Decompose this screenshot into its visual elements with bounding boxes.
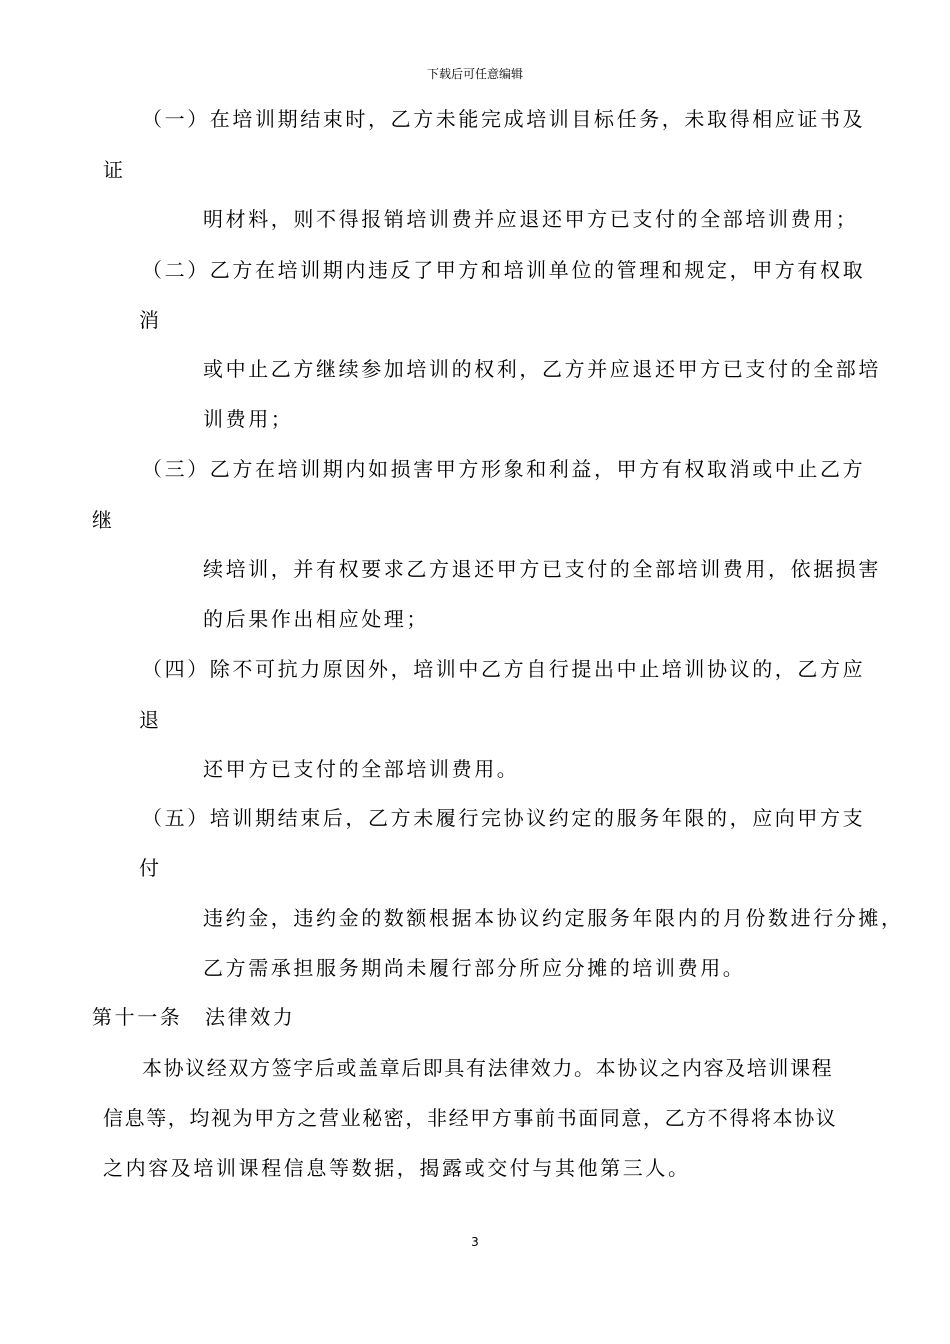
clause-5-line-2: 付 xyxy=(139,856,162,880)
clause-2-line-3: 或中止乙方继续参加培训的权利，乙方并应退还甲方已支付的全部培 xyxy=(203,357,881,381)
clause-3-line-1: （三）乙方在培训期内如损害甲方形象和利益，甲方有权取消或中止乙方 xyxy=(142,457,866,481)
clause-1-line-1: （一）在培训期结束时，乙方未能完成培训目标任务，未取得相应证书及 xyxy=(142,107,866,131)
article-11-line-3: 之内容及培训课程信息等数据，揭露或交付与其他第三人。 xyxy=(103,1156,691,1180)
clause-4-line-3: 还甲方已支付的全部培训费用。 xyxy=(203,757,520,781)
clause-3-line-4: 的后果作出相应处理； xyxy=(203,607,429,631)
clause-1-line-3: 明材料，则不得报销培训费并应退还甲方已支付的全部培训费用； xyxy=(203,207,859,231)
page-number: 3 xyxy=(471,1235,479,1249)
clause-2-line-1: （二）乙方在培训期内违反了甲方和培训单位的管理和规定，甲方有权取 xyxy=(142,258,866,282)
clause-5-line-4: 乙方需承担服务期尚未履行部分所应分摊的培训费用。 xyxy=(203,956,746,980)
clause-5-line-3: 违约金，违约金的数额根据本协议约定服务年限内的月份数进行分摊， xyxy=(203,906,904,930)
clause-3-line-2: 继 xyxy=(92,508,115,532)
clause-1-line-2: 证 xyxy=(103,158,126,182)
clause-2-line-2: 消 xyxy=(139,308,162,332)
article-11-line-2: 信息等，均视为甲方之营业秘密，非经甲方事前书面同意，乙方不得将本协议 xyxy=(103,1106,838,1130)
clause-5-line-1: （五）培训期结束后，乙方未履行完协议约定的服务年限的，应向甲方支 xyxy=(142,806,866,830)
article-11-heading: 第十一条 法律效力 xyxy=(92,1005,296,1029)
clause-4-line-2: 退 xyxy=(139,708,162,732)
article-11-line-1: 本协议经双方签字后或盖章后即具有法律效力。本协议之内容及培训课程 xyxy=(142,1056,834,1080)
clause-2-line-4: 训费用； xyxy=(203,407,294,431)
clause-3-line-3: 续培训，并有权要求乙方退还甲方已支付的全部培训费用，依据损害 xyxy=(203,557,881,581)
page-header: 下载后可任意编辑 xyxy=(426,67,523,81)
clause-4-line-1: （四）除不可抗力原因外，培训中乙方自行提出中止培训协议的，乙方应 xyxy=(142,657,866,681)
